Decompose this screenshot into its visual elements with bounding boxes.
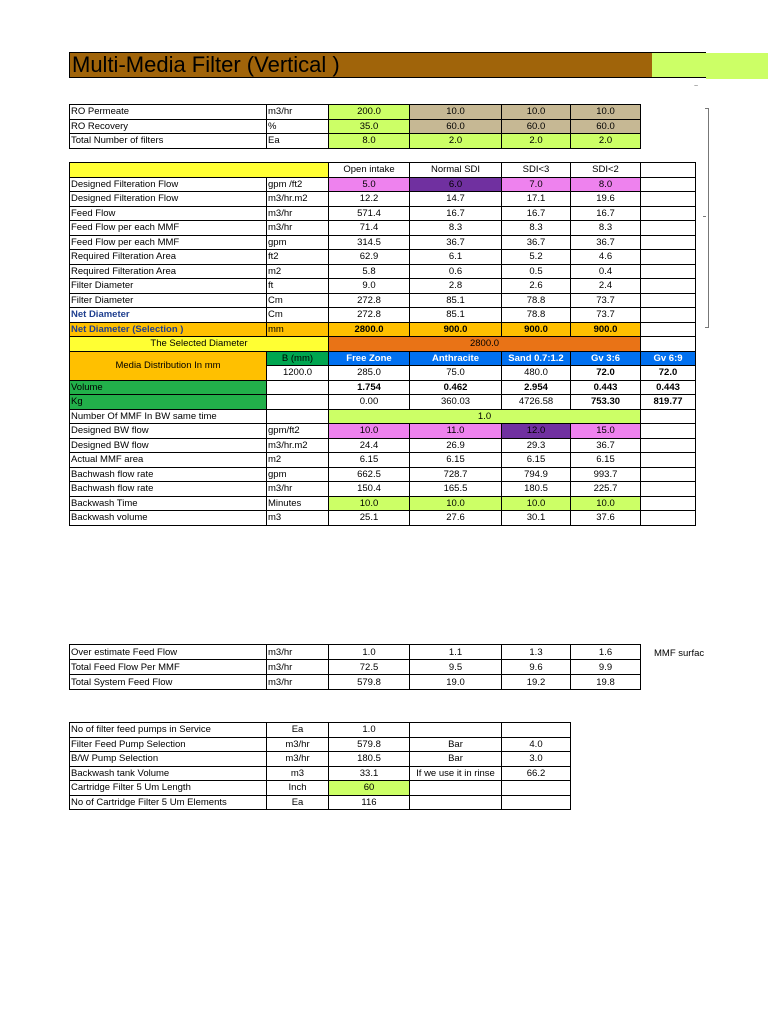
- row-label: Cartridge Filter 5 Um Length: [70, 781, 267, 796]
- value-cell[interactable]: 15.0: [571, 424, 641, 439]
- selected-diameter-row: [70, 337, 696, 352]
- row-unit: gpm/ft2: [267, 424, 329, 439]
- b-value[interactable]: 1200.0: [267, 366, 329, 381]
- row-label: No of filter feed pumps in Service: [70, 723, 267, 738]
- value-cell[interactable]: 1.0: [329, 645, 410, 660]
- extra-label: Bar: [410, 737, 502, 752]
- value-cell[interactable]: 7.0: [502, 177, 571, 192]
- row-label: Feed Flow: [70, 206, 267, 221]
- extra-label: If we use it in rinse: [410, 766, 502, 781]
- row-label: Designed Filteration Flow: [70, 192, 267, 207]
- value-cell[interactable]: 993.7: [571, 467, 641, 482]
- value-cell[interactable]: 73.7: [571, 308, 641, 323]
- value-cell[interactable]: 60.0: [571, 119, 641, 134]
- table-row: [70, 235, 696, 250]
- value-cell[interactable]: 225.7: [571, 482, 641, 497]
- value-cell[interactable]: 6.0: [410, 177, 502, 192]
- table-row: [70, 752, 571, 767]
- selected-diameter-label: The Selected Diameter: [70, 337, 329, 352]
- row-label: Net Diameter: [70, 308, 267, 323]
- corner-mark: ~: [694, 83, 699, 90]
- media-header: Sand 0.7:1.2: [502, 351, 571, 366]
- row-label: Number Of MMF In BW same time: [70, 409, 267, 424]
- value-cell[interactable]: 19.0: [410, 675, 502, 690]
- value-cell[interactable]: 1.0: [329, 409, 641, 424]
- value-cell[interactable]: 794.9: [502, 467, 571, 482]
- value-cell[interactable]: 12.2: [329, 192, 410, 207]
- row-label: Net Diameter (Selection ): [70, 322, 267, 337]
- row-label: Required Filteration Area: [70, 264, 267, 279]
- media-header: Gv 6:9: [641, 351, 696, 366]
- value-cell[interactable]: 9.6: [502, 660, 571, 675]
- selected-diameter-value[interactable]: 2800.0: [329, 337, 641, 352]
- table-row: [70, 206, 696, 221]
- value-cell[interactable]: 19.2: [502, 675, 571, 690]
- table-row: [70, 781, 571, 796]
- value-cell[interactable]: 8.3: [502, 221, 571, 236]
- side-highlight-cell[interactable]: [706, 53, 768, 79]
- volume-row: [70, 380, 696, 395]
- value-cell[interactable]: 16.7: [410, 206, 502, 221]
- value-cell[interactable]: 272.8: [329, 308, 410, 323]
- value-cell[interactable]: 71.4: [329, 221, 410, 236]
- header-blank-cell[interactable]: [70, 163, 329, 178]
- table-header-row: [70, 163, 696, 178]
- row-unit: m3/hr: [267, 206, 329, 221]
- table-row: [70, 279, 696, 294]
- row-unit: m3/hr: [267, 752, 329, 767]
- b-header: B (mm): [267, 351, 329, 366]
- value-cell[interactable]: 72.5: [329, 660, 410, 675]
- value-cell[interactable]: 19.6: [571, 192, 641, 207]
- table-row: [70, 795, 571, 810]
- table-row: [70, 177, 696, 192]
- value-cell[interactable]: 60.0: [410, 119, 502, 134]
- value-cell[interactable]: 30.1: [502, 511, 571, 526]
- row-label: Backwash Time: [70, 496, 267, 511]
- value-cell[interactable]: 11.0: [410, 424, 502, 439]
- media-value[interactable]: 75.0: [410, 366, 502, 381]
- value-cell[interactable]: 35.0: [329, 119, 410, 134]
- table-row: [70, 293, 696, 308]
- value-cell[interactable]: 728.7: [410, 467, 502, 482]
- row-unit: m3/hr: [267, 482, 329, 497]
- row-unit: Ea: [267, 795, 329, 810]
- value-cell[interactable]: 2.8: [410, 279, 502, 294]
- ro-input-table: [69, 104, 641, 149]
- table-row: [70, 482, 696, 497]
- title-highlight-cell[interactable]: [652, 53, 706, 77]
- value-cell[interactable]: 85.1: [410, 308, 502, 323]
- kg-value[interactable]: 4726.58: [502, 395, 571, 410]
- row-label: Total System Feed Flow: [70, 675, 267, 690]
- value-cell[interactable]: 10.0: [502, 105, 571, 120]
- kg-value[interactable]: 753.30: [571, 395, 641, 410]
- value-cell[interactable]: 900.0: [502, 322, 571, 337]
- volume-value[interactable]: 0.462: [410, 380, 502, 395]
- table-row: [70, 453, 696, 468]
- row-unit: m3/hr: [267, 105, 329, 120]
- value-cell[interactable]: 0.5: [502, 264, 571, 279]
- value-cell[interactable]: 78.8: [502, 308, 571, 323]
- value-cell[interactable]: 36.7: [410, 235, 502, 250]
- volume-value[interactable]: 0.443: [641, 380, 696, 395]
- value-cell[interactable]: 36.7: [571, 438, 641, 453]
- value-cell[interactable]: 14.7: [410, 192, 502, 207]
- value-cell[interactable]: 8.3: [410, 221, 502, 236]
- row-unit: m3/hr: [267, 221, 329, 236]
- row-label: Filter Diameter: [70, 279, 267, 294]
- kg-value[interactable]: 0.00: [329, 395, 410, 410]
- media-header-row: [70, 351, 696, 366]
- table-row: [70, 264, 696, 279]
- value-cell[interactable]: 2.6: [502, 279, 571, 294]
- row-unit: m3/hr: [267, 675, 329, 690]
- value-cell[interactable]: 9.5: [410, 660, 502, 675]
- value-cell[interactable]: 85.1: [410, 293, 502, 308]
- row-unit: m3/hr: [267, 737, 329, 752]
- row-unit: gpm: [267, 467, 329, 482]
- value-cell[interactable]: 2800.0: [329, 322, 410, 337]
- row-label: Over estimate Feed Flow: [70, 645, 267, 660]
- value-cell[interactable]: 37.6: [571, 511, 641, 526]
- value-cell[interactable]: 579.8: [329, 737, 410, 752]
- value-cell[interactable]: 2.0: [571, 134, 641, 149]
- value-cell[interactable]: 33.1: [329, 766, 410, 781]
- sheet-title: Multi-Media Filter (Vertical ): [69, 52, 706, 78]
- media-value[interactable]: 285.0: [329, 366, 410, 381]
- table-row: [70, 496, 696, 511]
- feed-flow-table: [69, 644, 641, 690]
- group-bracket: [705, 108, 709, 328]
- row-label: Actual MMF area: [70, 453, 267, 468]
- value-cell[interactable]: 36.7: [571, 235, 641, 250]
- value-cell[interactable]: 900.0: [571, 322, 641, 337]
- value-cell[interactable]: 5.0: [329, 177, 410, 192]
- value-cell[interactable]: 116: [329, 795, 410, 810]
- value-cell[interactable]: 10.0: [571, 496, 641, 511]
- value-cell[interactable]: 27.6: [410, 511, 502, 526]
- column-header: Open intake: [329, 163, 410, 178]
- table-row: [70, 308, 696, 323]
- table-row: [70, 737, 571, 752]
- row-label: Designed BW flow: [70, 438, 267, 453]
- value-cell[interactable]: 10.0: [571, 105, 641, 120]
- kg-value[interactable]: 819.77: [641, 395, 696, 410]
- row-unit: %: [267, 119, 329, 134]
- value-cell[interactable]: 6.15: [329, 453, 410, 468]
- bw-same-time-row: [70, 409, 696, 424]
- media-header: Gv 3:6: [571, 351, 641, 366]
- row-unit: Inch: [267, 781, 329, 796]
- value-cell[interactable]: 8.0: [571, 177, 641, 192]
- row-label: Feed Flow per each MMF: [70, 235, 267, 250]
- row-label: Backwash volume: [70, 511, 267, 526]
- row-unit: m3/hr: [267, 660, 329, 675]
- extra-value[interactable]: 66.2: [502, 766, 571, 781]
- media-header: Anthracite: [410, 351, 502, 366]
- value-cell[interactable]: 579.8: [329, 675, 410, 690]
- mmf-surface-note: MMF surfac: [654, 648, 705, 659]
- value-cell[interactable]: 5.2: [502, 250, 571, 265]
- value-cell[interactable]: 2.4: [571, 279, 641, 294]
- group-bracket-tick: [703, 216, 706, 217]
- media-distribution-label: Media Distribution In mm: [70, 351, 267, 380]
- table-row: [70, 119, 641, 134]
- row-label: Total Number of filters: [70, 134, 267, 149]
- row-unit: gpm: [267, 235, 329, 250]
- value-cell[interactable]: 180.5: [502, 482, 571, 497]
- column-header: Normal SDI: [410, 163, 502, 178]
- value-cell[interactable]: 2.0: [410, 134, 502, 149]
- table-row: [70, 438, 696, 453]
- value-cell[interactable]: 6.15: [571, 453, 641, 468]
- table-row: [70, 105, 641, 120]
- value-cell[interactable]: 25.1: [329, 511, 410, 526]
- row-label: RO Permeate: [70, 105, 267, 120]
- row-unit: gpm /ft2: [267, 177, 329, 192]
- row-label: Bachwash flow rate: [70, 482, 267, 497]
- row-label: Backwash tank Volume: [70, 766, 267, 781]
- value-cell[interactable]: 165.5: [410, 482, 502, 497]
- extra-label: Bar: [410, 752, 502, 767]
- row-unit: ft2: [267, 250, 329, 265]
- value-cell[interactable]: 19.8: [571, 675, 641, 690]
- value-cell[interactable]: 9.9: [571, 660, 641, 675]
- volume-value[interactable]: 2.954: [502, 380, 571, 395]
- filter-design-table: [69, 162, 696, 526]
- value-cell[interactable]: 180.5: [329, 752, 410, 767]
- row-unit: m2: [267, 264, 329, 279]
- row-unit: m2: [267, 453, 329, 468]
- extra-label: [410, 723, 502, 738]
- value-cell[interactable]: 6.1: [410, 250, 502, 265]
- row-label: Bachwash flow rate: [70, 467, 267, 482]
- value-cell[interactable]: 0.6: [410, 264, 502, 279]
- value-cell[interactable]: 5.8: [329, 264, 410, 279]
- row-label: B/W Pump Selection: [70, 752, 267, 767]
- column-header: SDI<2: [571, 163, 641, 178]
- kg-row: [70, 395, 696, 410]
- row-label: Filter Feed Pump Selection: [70, 737, 267, 752]
- volume-value[interactable]: 1.754: [329, 380, 410, 395]
- value-cell[interactable]: 16.7: [502, 206, 571, 221]
- table-row: [70, 511, 696, 526]
- table-row: [70, 134, 641, 149]
- value-cell[interactable]: 17.1: [502, 192, 571, 207]
- media-header: Free Zone: [329, 351, 410, 366]
- value-cell[interactable]: 10.0: [410, 105, 502, 120]
- extra-value[interactable]: 4.0: [502, 737, 571, 752]
- value-cell[interactable]: 0.4: [571, 264, 641, 279]
- table-row: [70, 467, 696, 482]
- value-cell[interactable]: 8.3: [571, 221, 641, 236]
- value-cell[interactable]: 1.3: [502, 645, 571, 660]
- value-cell[interactable]: 62.9: [329, 250, 410, 265]
- media-value[interactable]: 480.0: [502, 366, 571, 381]
- row-unit: m3: [267, 511, 329, 526]
- row-unit: Minutes: [267, 496, 329, 511]
- row-unit: Cm: [267, 308, 329, 323]
- row-label: RO Recovery: [70, 119, 267, 134]
- value-cell[interactable]: 10.0: [329, 424, 410, 439]
- row-unit: mm: [267, 322, 329, 337]
- row-unit: m3/hr: [267, 645, 329, 660]
- extra-label: [410, 781, 502, 796]
- table-row: [70, 424, 696, 439]
- value-cell[interactable]: 26.9: [410, 438, 502, 453]
- value-cell[interactable]: 12.0: [502, 424, 571, 439]
- value-cell[interactable]: 10.0: [410, 496, 502, 511]
- row-unit-blank: [267, 409, 329, 424]
- table-row: [70, 766, 571, 781]
- row-label: Required Filteration Area: [70, 250, 267, 265]
- table-row: [70, 192, 696, 207]
- kg-value[interactable]: 360.03: [410, 395, 502, 410]
- value-cell[interactable]: 6.15: [410, 453, 502, 468]
- value-cell[interactable]: 150.4: [329, 482, 410, 497]
- table-row: [70, 221, 696, 236]
- extra-value[interactable]: [502, 723, 571, 738]
- value-cell[interactable]: 36.7: [502, 235, 571, 250]
- media-value[interactable]: 72.0: [641, 366, 696, 381]
- media-value[interactable]: 72.0: [571, 366, 641, 381]
- value-cell[interactable]: 1.1: [410, 645, 502, 660]
- row-unit: Ea: [267, 723, 329, 738]
- table-row: [70, 723, 571, 738]
- value-cell[interactable]: 73.7: [571, 293, 641, 308]
- value-cell[interactable]: 29.3: [502, 438, 571, 453]
- row-label: No of Cartridge Filter 5 Um Elements: [70, 795, 267, 810]
- value-cell[interactable]: 272.8: [329, 293, 410, 308]
- kg-unit-blank: [267, 395, 329, 410]
- row-unit: m3/hr.m2: [267, 192, 329, 207]
- value-cell[interactable]: 571.4: [329, 206, 410, 221]
- extra-value[interactable]: 3.0: [502, 752, 571, 767]
- row-unit: ft: [267, 279, 329, 294]
- table-row: [70, 645, 641, 660]
- row-unit: Cm: [267, 293, 329, 308]
- value-cell[interactable]: 24.4: [329, 438, 410, 453]
- value-cell[interactable]: 1.6: [571, 645, 641, 660]
- value-cell[interactable]: 4.6: [571, 250, 641, 265]
- pump-selection-table: [69, 722, 571, 810]
- row-label: Feed Flow per each MMF: [70, 221, 267, 236]
- volume-value[interactable]: 0.443: [571, 380, 641, 395]
- value-cell[interactable]: 16.7: [571, 206, 641, 221]
- row-unit: m3/hr.m2: [267, 438, 329, 453]
- value-cell[interactable]: 900.0: [410, 322, 502, 337]
- row-label: Designed Filteration Flow: [70, 177, 267, 192]
- volume-unit-blank: [267, 380, 329, 395]
- table-row: [70, 322, 696, 337]
- value-cell[interactable]: 1.0: [329, 723, 410, 738]
- row-unit: m3: [267, 766, 329, 781]
- value-cell[interactable]: 314.5: [329, 235, 410, 250]
- value-cell[interactable]: 60.0: [502, 119, 571, 134]
- value-cell[interactable]: 200.0: [329, 105, 410, 120]
- volume-label: Volume: [70, 380, 267, 395]
- value-cell[interactable]: 9.0: [329, 279, 410, 294]
- value-cell[interactable]: 10.0: [502, 496, 571, 511]
- row-label: Designed BW flow: [70, 424, 267, 439]
- table-row: [70, 660, 641, 675]
- value-cell[interactable]: 662.5: [329, 467, 410, 482]
- value-cell[interactable]: 6.15: [502, 453, 571, 468]
- kg-label: Kg: [70, 395, 267, 410]
- value-cell[interactable]: 78.8: [502, 293, 571, 308]
- column-header: SDI<3: [502, 163, 571, 178]
- extra-value[interactable]: [502, 781, 571, 796]
- table-row: [70, 250, 696, 265]
- value-cell[interactable]: 8.0: [329, 134, 410, 149]
- table-row: [70, 675, 641, 690]
- row-unit: Ea: [267, 134, 329, 149]
- row-label: Filter Diameter: [70, 293, 267, 308]
- value-cell[interactable]: 60: [329, 781, 410, 796]
- row-label: Total Feed Flow Per MMF: [70, 660, 267, 675]
- value-cell[interactable]: 10.0: [329, 496, 410, 511]
- value-cell[interactable]: 2.0: [502, 134, 571, 149]
